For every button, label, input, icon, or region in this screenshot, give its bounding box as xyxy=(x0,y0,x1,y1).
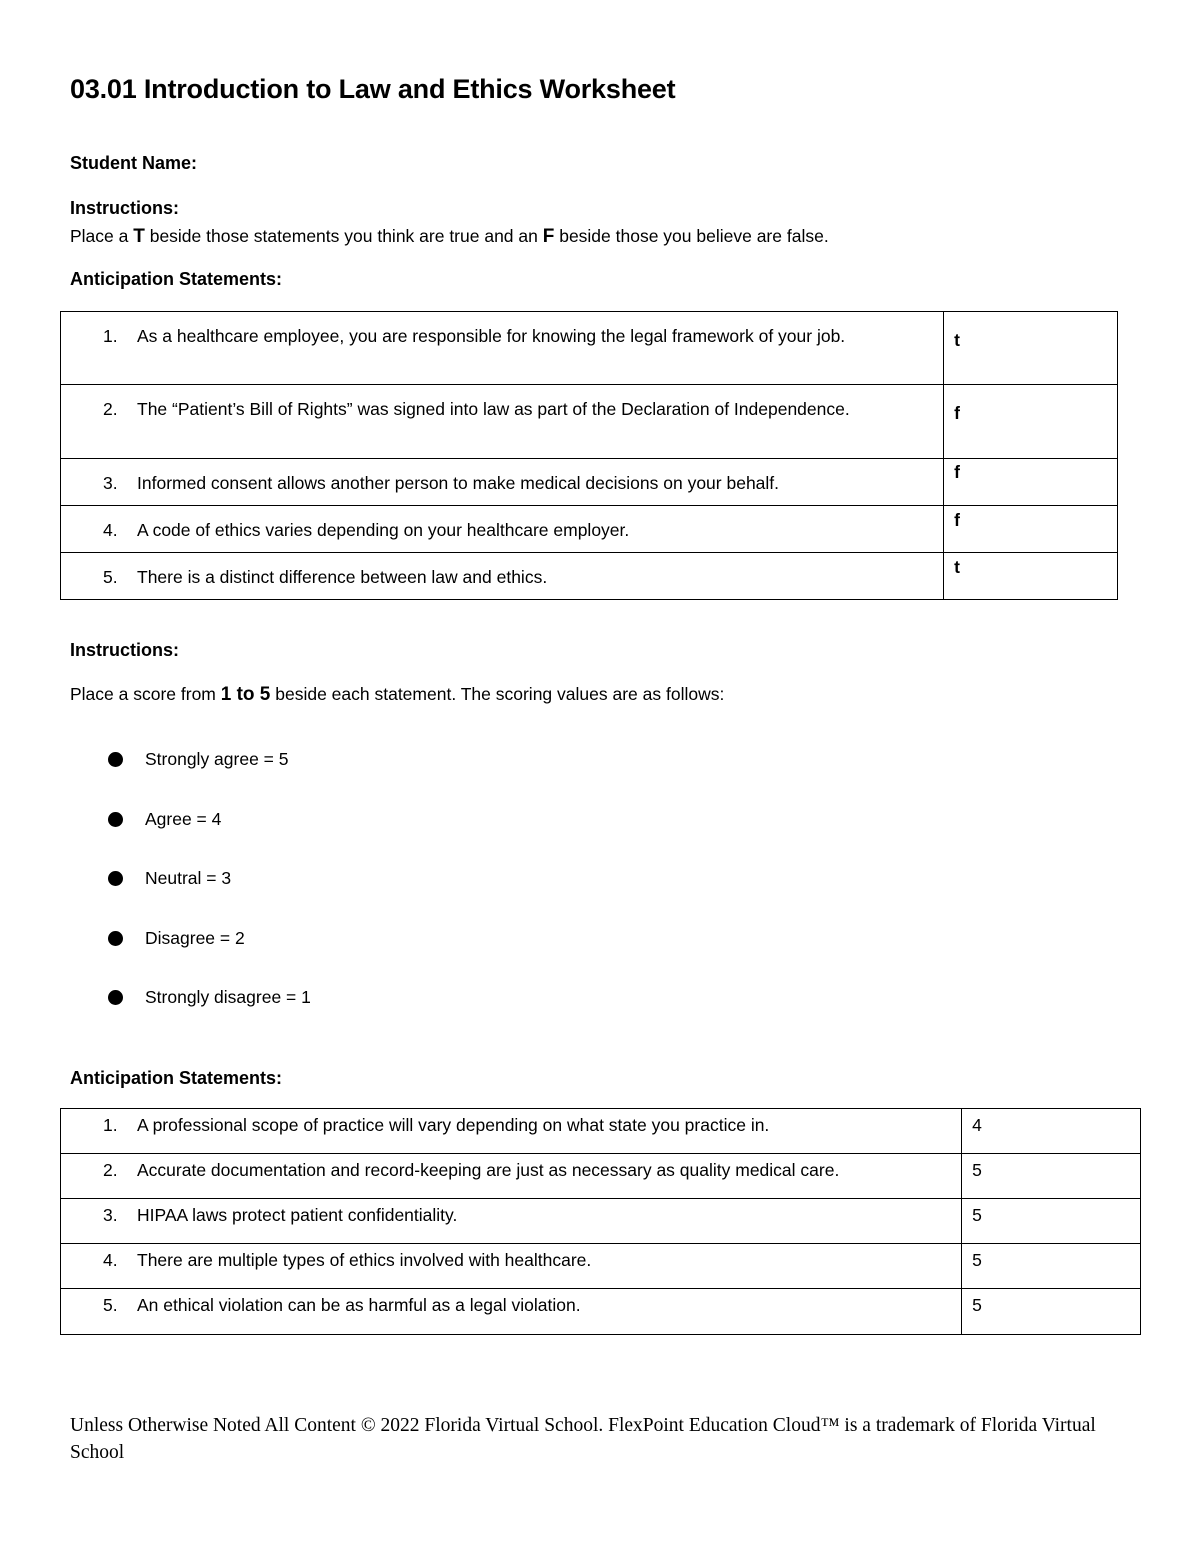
table-row xyxy=(61,506,1118,553)
list-item: Strongly agree = 5 xyxy=(104,730,311,790)
bullet-icon xyxy=(108,931,123,946)
answer-cell[interactable]: 5 xyxy=(962,1199,1141,1244)
list-item: Disagree = 2 xyxy=(104,909,311,969)
bullet-icon xyxy=(108,990,123,1005)
bullet-icon xyxy=(108,871,123,886)
statement-cell: 5. There is a distinct difference between law and ethics. xyxy=(61,553,944,600)
answer-cell[interactable]: f xyxy=(944,459,1118,506)
answer-cell[interactable]: 5 xyxy=(962,1154,1141,1199)
list-item: Agree = 4 xyxy=(104,790,311,850)
table-row xyxy=(61,1289,1141,1335)
statement-cell: 3. Informed consent allows another person to make medical decisions on your behalf. xyxy=(61,459,944,506)
answer-cell[interactable]: 4 xyxy=(962,1109,1141,1154)
table-row xyxy=(61,385,1118,459)
page-title: 03.01 Introduction to Law and Ethics Worksheet xyxy=(70,74,676,104)
true-false-table xyxy=(60,311,1118,600)
scoring-scale-list xyxy=(104,730,311,1028)
instructions-text-2: Place a score from 1 to 5 beside each statement. The scoring values are as follows: xyxy=(70,684,725,705)
statement-cell: 2. Accurate documentation and record-keeping are just as necessary as quality medical care. xyxy=(61,1154,962,1199)
statement-cell: 5. An ethical violation can be as harmful as a legal violation. xyxy=(61,1289,962,1335)
list-item: Neutral = 3 xyxy=(104,849,311,909)
score-table xyxy=(60,1108,1141,1335)
statement-cell: 1. A professional scope of practice will vary depending on what state you practice in. xyxy=(61,1109,962,1154)
list-item: Strongly disagree = 1 xyxy=(104,968,311,1028)
anticipation-statements-label-1: Anticipation Statements: xyxy=(70,269,283,289)
statement-cell: 4. There are multiple types of ethics involved with healthcare. xyxy=(61,1244,962,1289)
statement-cell: 1. As a healthcare employee, you are responsible for knowing the legal framework of your job. xyxy=(61,312,944,385)
bullet-icon xyxy=(108,752,123,767)
table-row xyxy=(61,1199,1141,1244)
answer-cell[interactable]: 5 xyxy=(962,1244,1141,1289)
instructions-label-2: Instructions: xyxy=(70,640,180,660)
instructions-text-1: Place a T beside those statements you think are true and an F beside those you believe are false. xyxy=(70,226,829,247)
table-row xyxy=(61,553,1118,600)
bullet-icon xyxy=(108,812,123,827)
answer-cell[interactable]: f xyxy=(944,385,1118,459)
statement-cell: 3. HIPAA laws protect patient confidentiality. xyxy=(61,1199,962,1244)
student-name-label: Student Name: xyxy=(70,153,198,173)
table-row xyxy=(61,1244,1141,1289)
answer-cell[interactable]: 5 xyxy=(962,1289,1141,1335)
table-row xyxy=(61,459,1118,506)
table-row xyxy=(61,1109,1141,1154)
answer-cell[interactable]: t xyxy=(944,312,1118,385)
table-row xyxy=(61,1154,1141,1199)
anticipation-statements-label-2: Anticipation Statements: xyxy=(70,1068,283,1088)
statement-cell: 2. The “Patient’s Bill of Rights” was signed into law as part of the Declaration of Independence. xyxy=(61,385,944,459)
answer-cell[interactable]: t xyxy=(944,553,1118,600)
copyright-footer: Unless Otherwise Noted All Content © 2022 Florida Virtual School. FlexPoint Education Cloud™ is a trademark of Florida Virtual School xyxy=(70,1415,1096,1463)
answer-cell[interactable]: f xyxy=(944,506,1118,553)
table-row xyxy=(61,312,1118,385)
statement-cell: 4. A code of ethics varies depending on your healthcare employer. xyxy=(61,506,944,553)
instructions-label-1: Instructions: xyxy=(70,198,180,218)
